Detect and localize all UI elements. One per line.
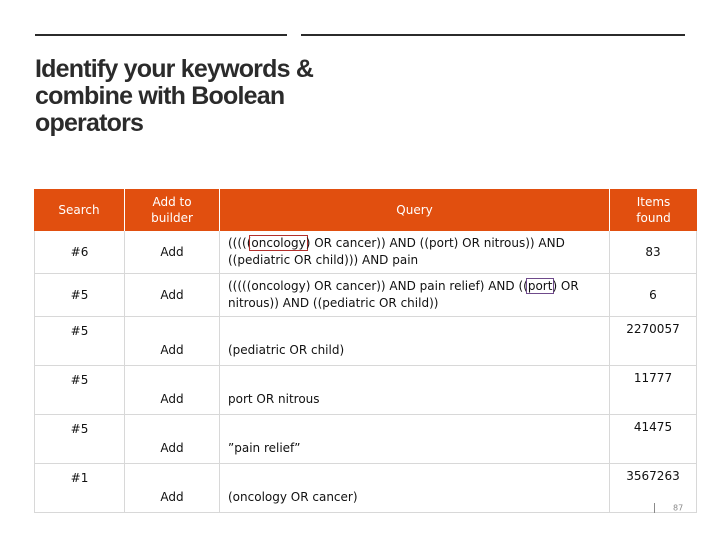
items-found[interactable]: 11777 <box>610 366 697 415</box>
search-number: #6 <box>34 231 125 274</box>
slide-footer <box>654 503 683 513</box>
items-found[interactable]: 41475 <box>610 415 697 464</box>
table-header-row <box>34 189 697 231</box>
search-number: #1 <box>34 464 125 513</box>
table-row <box>34 317 697 366</box>
query-highlight-port: port <box>527 279 553 293</box>
header-add-to-builder-label: Add to builder <box>151 195 193 225</box>
search-history-table <box>34 189 697 513</box>
footer-divider <box>654 503 655 513</box>
table-row <box>34 231 697 274</box>
query-cell[interactable]: port OR nitrous <box>220 366 610 415</box>
search-number: #5 <box>34 317 125 366</box>
page-number: 87 <box>673 503 684 513</box>
query-cell[interactable]: (oncology OR cancer) <box>220 464 610 513</box>
query-highlight-oncology: oncology <box>251 236 306 250</box>
query-text-rest: ) OR cancer)) AND ((port) OR nitrous)) AND ((pediatric OR child))) AND pain <box>228 236 565 267</box>
table-row <box>34 415 697 464</box>
query-cell[interactable] <box>220 231 610 274</box>
query-cell[interactable]: (pediatric OR child) <box>220 317 610 366</box>
header-items-found <box>610 189 697 231</box>
add-link[interactable]: Add <box>125 415 220 464</box>
top-rule-left <box>35 34 287 36</box>
header-items-found-label: Items found <box>636 195 671 225</box>
items-found[interactable]: 83 <box>610 231 697 274</box>
query-text-rest: ) OR nitrous)) AND ((pediatric OR child)) <box>228 279 579 310</box>
table-row <box>34 366 697 415</box>
add-link[interactable]: Add <box>125 231 220 274</box>
top-rule-right <box>301 34 685 36</box>
items-found[interactable]: 6 <box>610 274 697 317</box>
search-number: #5 <box>34 415 125 464</box>
items-found[interactable]: 3567263 <box>610 464 697 513</box>
header-add-to-builder <box>125 189 220 231</box>
items-found[interactable]: 2270057 <box>610 317 697 366</box>
search-number: #5 <box>34 366 125 415</box>
add-link[interactable]: Add <box>125 317 220 366</box>
header-query: Query <box>220 189 610 231</box>
table-row <box>34 464 697 513</box>
add-link[interactable]: Add <box>125 464 220 513</box>
query-text: (((((oncology) OR cancer)) AND pain relief) AND (( <box>228 279 528 293</box>
query-cell[interactable] <box>220 274 610 317</box>
slide-title: Identify your keywords & combine with Boolean operators <box>35 55 314 137</box>
add-link[interactable]: Add <box>125 366 220 415</box>
query-text: ((((( <box>228 236 252 250</box>
table-row <box>34 274 697 317</box>
query-cell[interactable]: ”pain relief” <box>220 415 610 464</box>
header-search: Search <box>34 189 125 231</box>
add-link[interactable]: Add <box>125 274 220 317</box>
search-number: #5 <box>34 274 125 317</box>
